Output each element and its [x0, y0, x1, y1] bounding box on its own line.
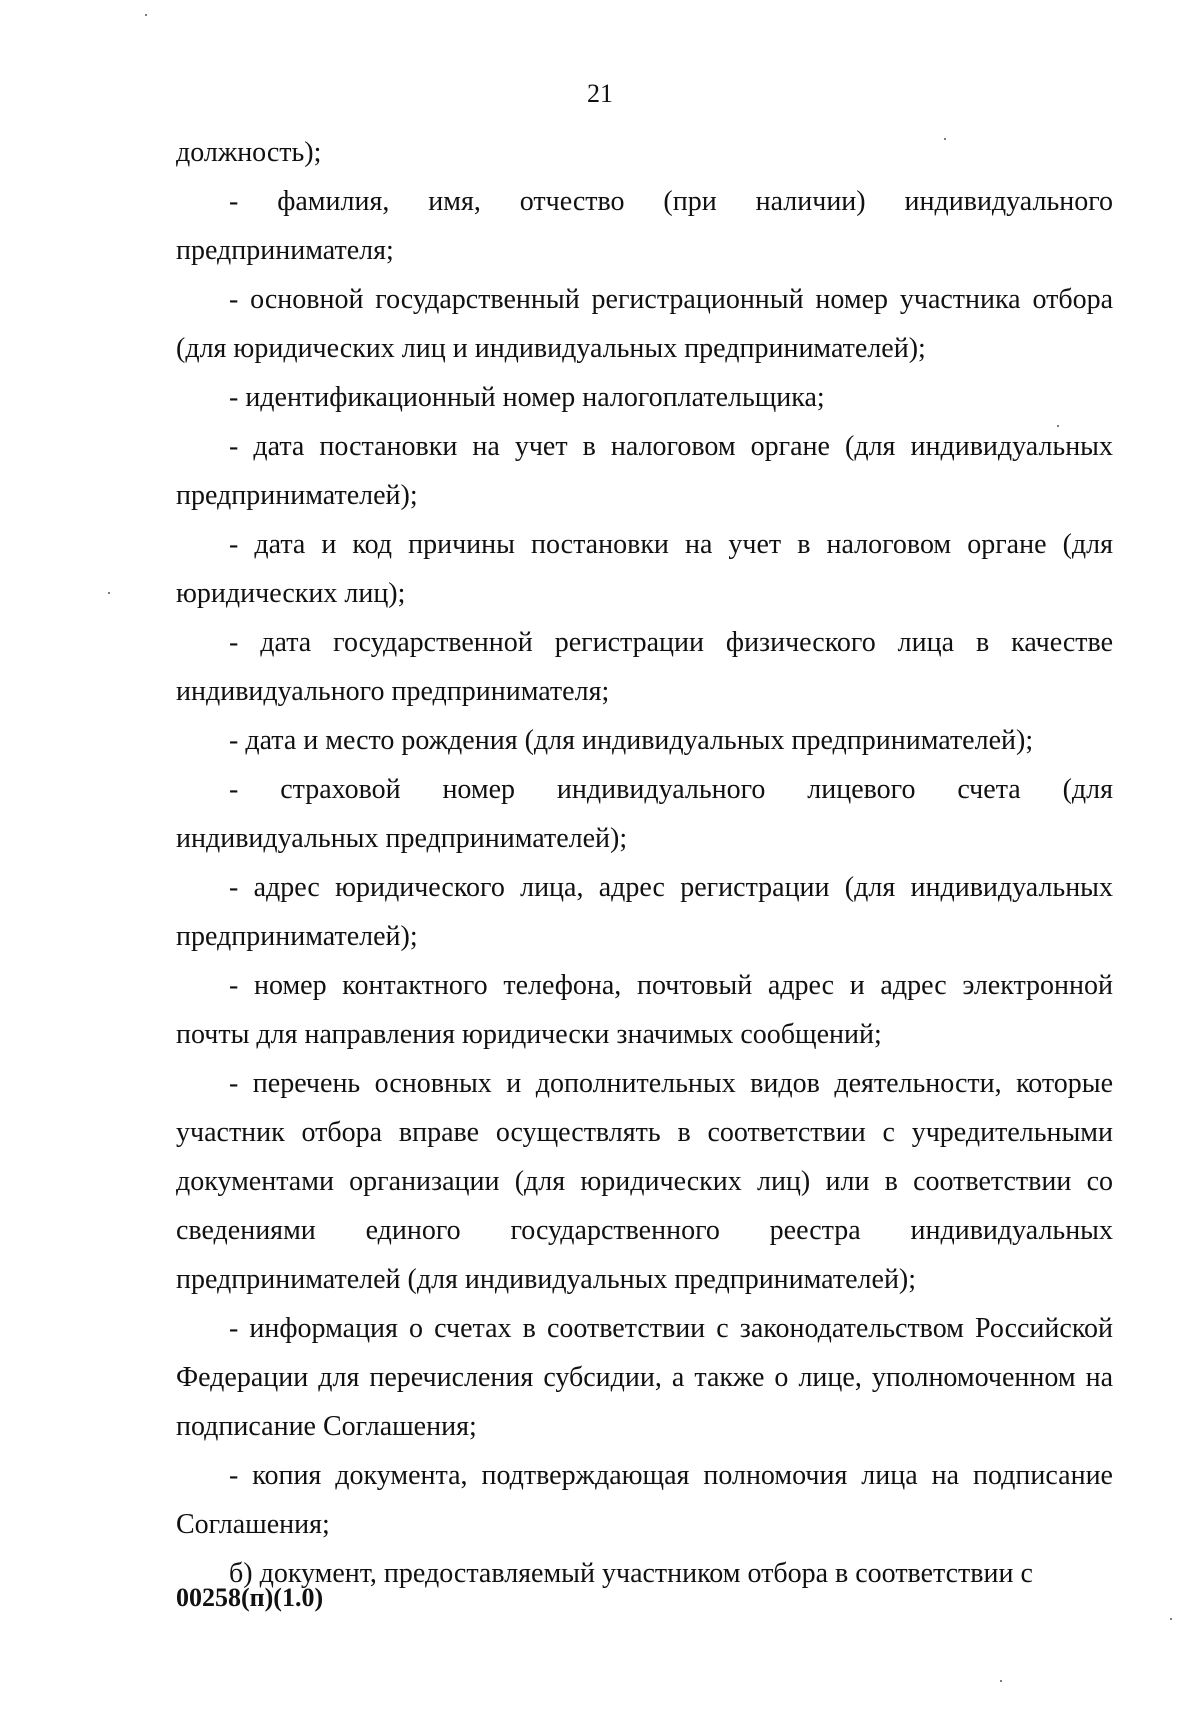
document-code: 00258(п)(1.0) — [176, 1583, 324, 1612]
scan-speck — [944, 138, 946, 140]
paragraph: - дата и код причины постановки на учет в налоговом органе (для юридических лиц); — [176, 529, 1113, 609]
paragraph: - фамилия, имя, отчество (при наличии) индивидуального предпринимателя; — [176, 186, 1113, 266]
paragraph: - идентификационный номер налогоплательщика; — [229, 382, 825, 413]
paragraph: - информация о счетах в соответствии с законодательством Российской Федерации для перечисления субсидии, а также о лице, уполномоченном на подписание Соглашения; — [176, 1313, 1113, 1442]
scan-speck — [1057, 425, 1059, 427]
paragraph: б) документ, предоставляемый участником отбора в соответствии с — [229, 1558, 1033, 1589]
paragraph: - дата и место рождения (для индивидуальных предпринимателей); — [229, 725, 1034, 756]
paragraph: должность); — [176, 137, 322, 168]
scan-speck — [1000, 1680, 1002, 1682]
document-body — [176, 128, 1113, 1598]
scan-speck — [108, 592, 110, 594]
scan-speck — [145, 14, 147, 16]
paragraph: - дата постановки на учет в налоговом органе (для индивидуальных предпринимателей); — [176, 431, 1113, 511]
paragraph: - номер контактного телефона, почтовый адрес и адрес электронной почты для направления юридически значимых сообщений; — [176, 970, 1113, 1050]
paragraph: - дата государственной регистрации физического лица в качестве индивидуального предпринимателя; — [176, 627, 1113, 707]
paragraph: - копия документа, подтверждающая полномочия лица на подписание Соглашения; — [176, 1460, 1113, 1540]
paragraph: - перечень основных и дополнительных видов деятельности, которые участник отбора вправе осуществлять в соответствии с учредительными документами организации (для юридических лиц) или в соответствии со сведениями единого государственного реестра индивидуальных предпринимателей (для индивидуальных предпринимателей); — [176, 1068, 1113, 1295]
paragraph: - адрес юридического лица, адрес регистрации (для индивидуальных предпринимателей); — [176, 872, 1113, 952]
paragraph: - основной государственный регистрационный номер участника отбора (для юридических лиц и индивидуальных предпринимателей); — [176, 284, 1113, 364]
paragraph: - страховой номер индивидуального лицевого счета (для индивидуальных предпринимателей); — [176, 774, 1113, 854]
scan-speck — [1170, 1618, 1172, 1620]
page-number: 21 — [587, 79, 613, 108]
